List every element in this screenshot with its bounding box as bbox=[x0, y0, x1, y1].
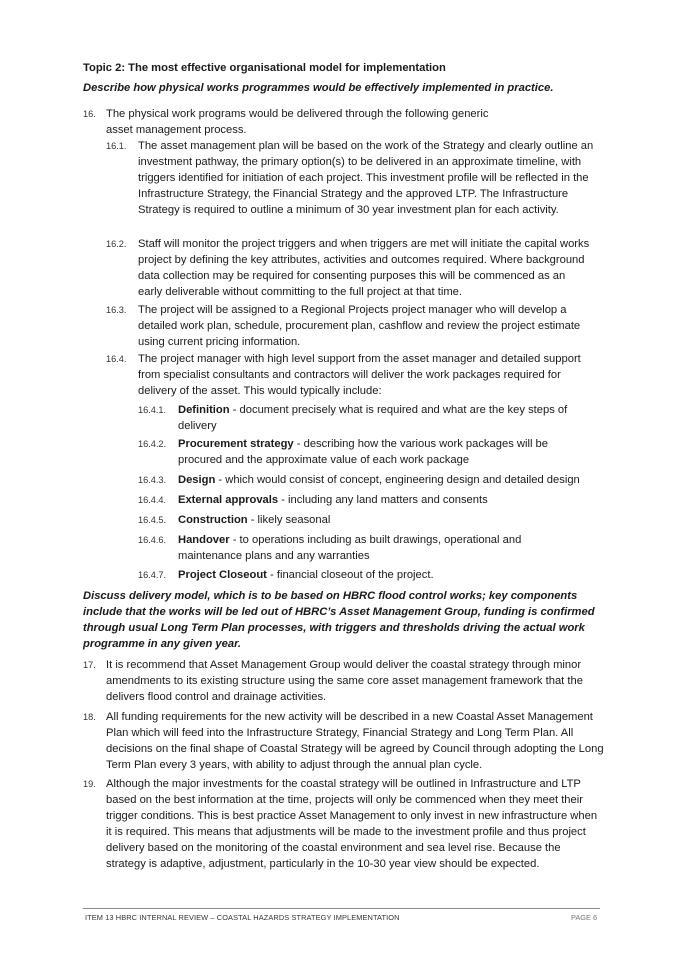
subitem-text bbox=[178, 402, 603, 434]
subitem-number: 16.4.7. bbox=[138, 570, 167, 580]
subitem-number: 16.4.6. bbox=[138, 535, 167, 545]
item-text: The project manager with high level support from the asset manager and detailed support from specialist consultants and contractors will deliver the work packages required for delivery of the asset. This would typically include: bbox=[138, 353, 581, 397]
item-text: The asset management plan will be based on the work of the Strategy and clearly outline an investment pathway, the primary option(s) to be delivered in an approximate timeline, with triggers identified for initiation of each project. This investment profile will be reflected in the Infrastructure Strategy, the Financial Strategy and the approved LTP. The Infrastructure Strategy is required to outline a minimum of 30 year investment plan for each activity. bbox=[138, 140, 594, 216]
item-number: 16.1. bbox=[106, 141, 127, 151]
subitem-desc: - to operations including as built drawings, operational and maintenance plans and any warranties bbox=[178, 534, 522, 562]
subitem-desc: - document precisely what is required and what are the key steps of delivery bbox=[178, 404, 568, 432]
subitem-number: 16.4.1. bbox=[138, 405, 167, 415]
section1-prompt: Describe how physical works programmes would be effectively implemented in practice. bbox=[83, 82, 554, 94]
subitem-text bbox=[178, 532, 578, 564]
section2-prompt: Discuss delivery model, which is to be based on HBRC flood control works; key components include that the works will be led out of HBRC’s Asset Management Group, funding is confirmed through usual Long Term Plan processes, with triggers and thresholds driving the actual work programme in any given year. bbox=[83, 590, 595, 650]
subitem-text bbox=[178, 567, 603, 583]
item-text: Staff will monitor the project triggers and when triggers are met will initiate the capital works project by defining the key attributes, activities and outcomes required. Where background data collection may be required for consenting purposes this will be commenced as an early deliverable without committing to the full project at that time. bbox=[138, 238, 590, 298]
topic-heading: Topic 2: The most effective organisational model for implementation bbox=[83, 62, 446, 74]
subitem-text bbox=[178, 492, 603, 508]
subitem-desc: - financial closeout of the project. bbox=[266, 569, 434, 581]
footer-title: ITEM 13 HBRC INTERNAL REVIEW – COASTAL HAZARDS STRATEGY IMPLEMENTATION bbox=[85, 913, 400, 922]
item-text: All funding requirements for the new activity will be described in a new Coastal Asset Management Plan which will feed into the Infrastructure Strategy, Financial Strategy and Long Term Plan. All decisions on the final shape of Coastal Strategy will be agreed by Council through adopting the Long Term Plan every 3 years, with ability to adjust through the annual plan cycle. bbox=[106, 711, 604, 771]
subitem-number: 16.4.3. bbox=[138, 475, 167, 485]
item-text: The physical work programs would be delivered through the following generic asset management process. bbox=[106, 108, 489, 136]
subitem-desc: - including any land matters and consents bbox=[278, 494, 488, 506]
item-text: It is recommend that Asset Management Group would deliver the coastal strategy through minor amendments to its existing structure using the same core asset management framework that the delivers flood control and drainage activities. bbox=[106, 659, 583, 703]
item-number: 16.3. bbox=[106, 305, 127, 315]
subitem-text bbox=[178, 512, 603, 528]
page-number: PAGE 6 bbox=[571, 913, 598, 922]
item-number: 19. bbox=[83, 779, 96, 789]
subitem-text bbox=[178, 472, 603, 488]
subitem-number: 16.4.4. bbox=[138, 495, 167, 505]
item-number: 16. bbox=[83, 109, 96, 119]
subitem-desc: - describing how the various work packages will be procured and the approximate value of each work package bbox=[178, 438, 548, 466]
subitem-term: Procurement strategy bbox=[178, 438, 294, 450]
subitem-number: 16.4.2. bbox=[138, 439, 167, 449]
subitem-text bbox=[178, 436, 578, 468]
subitem-term: Construction bbox=[178, 514, 248, 526]
subitem-term: Design bbox=[178, 474, 216, 486]
item-number: 17. bbox=[83, 660, 96, 670]
subitem-term: Definition bbox=[178, 404, 230, 416]
subitem-desc: - likely seasonal bbox=[247, 514, 331, 526]
item-number: 16.4. bbox=[106, 354, 127, 364]
item-number: 16.2. bbox=[106, 239, 127, 249]
subitem-term: Project Closeout bbox=[178, 569, 267, 581]
subitem-term: Handover bbox=[178, 534, 230, 546]
subitem-desc: - which would consist of concept, engineering design and detailed design bbox=[215, 474, 580, 486]
footer-divider bbox=[83, 908, 600, 909]
item-text: The project will be assigned to a Regional Projects project manager who will develop a detailed work plan, schedule, procurement plan, cashflow and review the project estimate using current pricing information. bbox=[138, 304, 581, 348]
item-number: 18. bbox=[83, 712, 96, 722]
subitem-number: 16.4.5. bbox=[138, 515, 167, 525]
item-text: Although the major investments for the coastal strategy will be outlined in Infrastructure and LTP based on the best information at the time, projects will only be commenced when they meet their trigger conditions. This is best practice Asset Management to only invest in new infrastructure when it is required. This means that adjustments will be made to the investment profile and thus project delivery based on the monitoring of the coastal environment and sea level rise. Because the strategy is adaptive, adjustment, particularly in the 10-30 year view should be expected. bbox=[106, 778, 598, 870]
subitem-term: External approvals bbox=[178, 494, 279, 506]
